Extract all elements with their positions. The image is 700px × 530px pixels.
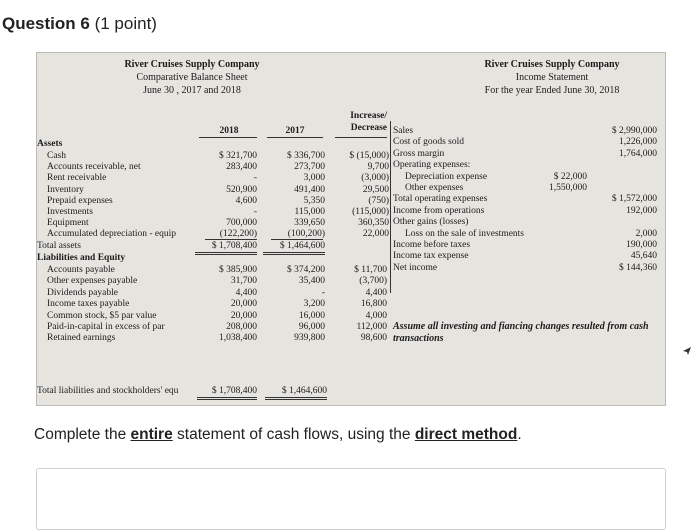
is-row-inner: $ 22,000: [553, 171, 587, 182]
col-change: Increase/ Decrease: [350, 111, 387, 133]
is-row-label: Other gains (losses): [393, 217, 469, 228]
liab-row-change: $ 11,700: [354, 265, 387, 275]
total-liab-2017: $ 1,464,600: [265, 386, 327, 400]
instruction-pre: Complete the: [34, 426, 131, 443]
bs-title: Comparative Balance Sheet: [136, 72, 248, 83]
asset-row-2018: (122,200): [219, 229, 257, 240]
liab-row-2018: 208,000: [226, 322, 257, 332]
asset-row-label: Accounts receivable, net: [47, 162, 141, 173]
liab-row-2017: -: [321, 287, 325, 298]
asset-row-2018: 520,900: [226, 184, 257, 195]
total-liab-2018: $ 1,708,400: [197, 386, 257, 400]
instruction-post: .: [517, 426, 522, 443]
is-row-label: Loss on the sale of investments: [405, 228, 524, 239]
liab-row-change: (3,700): [359, 276, 387, 287]
is-row-label: Operating expenses:: [393, 160, 471, 171]
liab-row-label: Retained earnings: [47, 333, 116, 344]
is-row-outer: 45,640: [630, 251, 657, 262]
asset-row-label: Accumulated depreciation - equip: [47, 229, 176, 240]
is-row-label: Income from operations: [393, 205, 485, 216]
asset-row-2018: 283,400: [226, 162, 257, 173]
liab-row-2018: 4,400: [235, 287, 257, 298]
is-title: Income Statement: [515, 72, 589, 83]
liab-row-2017: 96,000: [298, 322, 325, 332]
is-row-outer: $ 144,360: [619, 262, 657, 273]
asset-row-change: 360,350: [358, 218, 389, 229]
liab-row-2017: 35,400: [298, 276, 325, 287]
is-period: For the year Ended June 30, 2018: [484, 85, 620, 96]
asset-row-label: Inventory: [47, 184, 84, 195]
answer-field[interactable]: [36, 468, 666, 530]
is-row-outer: 1,226,000: [619, 137, 657, 148]
bs-date: June 30 , 2017 and 2018: [143, 85, 241, 96]
total-assets-2017: $ 1,464,600: [263, 241, 325, 255]
liab-row-change: 4,000: [365, 310, 387, 321]
is-row-label: Net income: [393, 262, 438, 273]
liab-row-2018: $ 385,900: [219, 265, 257, 275]
asset-row-label: Prepaid expenses: [47, 195, 113, 206]
asset-row-2017: 3,000: [303, 173, 325, 184]
is-company: River Cruises Supply Company: [484, 59, 620, 70]
bs-company: River Cruises Supply Company: [124, 59, 260, 70]
liab-row-label: Paid-in-capital in excess of par: [47, 322, 165, 332]
asset-row-label: Equipment: [47, 218, 89, 229]
is-row-outer: 190,000: [626, 240, 657, 250]
question-title: [2, 14, 157, 34]
is-row-label: Sales: [393, 126, 414, 136]
instruction-emph-method: direct method: [414, 426, 518, 443]
asset-row-label: Cash: [47, 151, 66, 161]
liab-row-2017: 16,000: [298, 310, 325, 321]
liab-row-2017: $ 374,200: [287, 265, 325, 275]
liab-row-change: 112,000: [356, 322, 387, 332]
asset-row-2018: -: [253, 207, 257, 217]
liab-row-2017: 939,800: [294, 333, 325, 344]
asset-row-label: Investments: [47, 207, 93, 217]
liab-row-2018: 20,000: [230, 310, 257, 321]
asset-row-2018: -: [253, 173, 257, 184]
asset-row-change: (750): [368, 195, 389, 206]
asset-row-change: 22,000: [362, 229, 389, 240]
liab-row-2017: 3,200: [303, 299, 325, 310]
instruction-emph-entire: entire: [130, 426, 173, 443]
asset-row-2017: (100,200): [287, 229, 325, 240]
asset-row-2017: 491,400: [294, 184, 325, 195]
instruction-mid: statement of cash flows, using the: [172, 426, 415, 443]
is-row-label: Cost of goods sold: [393, 137, 464, 148]
liab-label: Liabilities and Equity: [37, 253, 126, 263]
col-2018: 2018: [219, 126, 239, 136]
note-text: [393, 321, 663, 345]
is-row-label: Other expenses: [405, 183, 464, 193]
asset-row-2017: 339,650: [294, 218, 325, 229]
asset-row-2017: 115,000: [294, 207, 325, 217]
liab-row-2018: 1,038,400: [219, 333, 257, 344]
liab-row-change: 16,800: [360, 299, 387, 310]
is-row-label: Income tax expense: [393, 251, 469, 262]
asset-row-change: $ (15,000): [349, 151, 389, 161]
asset-row-2018: $ 321,700: [219, 151, 257, 161]
question-number: Question 6: [2, 14, 90, 33]
assets-label: Assets: [37, 139, 63, 149]
asset-row-2017: $ 336,700: [287, 151, 325, 161]
is-row-inner: 1,550,000: [549, 183, 587, 193]
total-assets-2018: $ 1,708,400: [195, 241, 257, 255]
is-row-label: Depreciation expense: [405, 171, 488, 182]
liab-row-label: Accounts payable: [47, 265, 115, 275]
asset-row-change: (3,000): [361, 173, 389, 184]
total-assets-label: Total assets: [37, 241, 81, 251]
liab-row-label: Common stock, $5 par value: [47, 310, 157, 321]
liab-row-label: Dividends payable: [47, 287, 118, 298]
mouse-cursor-icon: [682, 346, 692, 356]
question-points: (1 point): [94, 14, 157, 33]
asset-row-change: 29,500: [362, 184, 389, 195]
is-row-label: Gross margin: [393, 148, 445, 159]
problem-image: [36, 52, 666, 406]
asset-row-change: (115,000): [352, 207, 389, 217]
col-2017: 2017: [285, 126, 305, 136]
asset-row-2017: 5,350: [303, 195, 325, 206]
asset-row-2018: 4,600: [235, 195, 257, 206]
is-row-label: Total operating expenses: [393, 194, 488, 205]
liab-row-2018: 31,700: [230, 276, 257, 287]
liab-row-label: Other expenses payable: [47, 276, 138, 287]
note-line: Assume all investing and fiancing changes resulted from cash transactions: [393, 321, 649, 344]
instruction-text: [34, 426, 522, 444]
liab-row-label: Income taxes payable: [47, 299, 130, 310]
is-row-outer: $ 2,990,000: [611, 126, 657, 136]
is-row-label: Income before taxes: [393, 240, 471, 250]
asset-row-change: 9,700: [367, 162, 389, 173]
liab-row-2018: 20,000: [230, 299, 257, 310]
liab-row-change: 4,400: [365, 287, 387, 298]
asset-row-2018: 700,000: [226, 218, 257, 229]
is-row-outer: 2,000: [635, 228, 657, 239]
is-row-outer: $ 1,572,000: [611, 194, 657, 205]
is-row-outer: 1,764,000: [619, 148, 657, 159]
is-row-outer: 192,000: [626, 205, 657, 216]
asset-row-2017: 273,700: [294, 162, 325, 173]
liab-row-change: 98,600: [360, 333, 387, 344]
total-liab-label: Total liabilities and stockholders' equ: [37, 386, 179, 396]
asset-row-label: Rent receivable: [47, 173, 107, 184]
